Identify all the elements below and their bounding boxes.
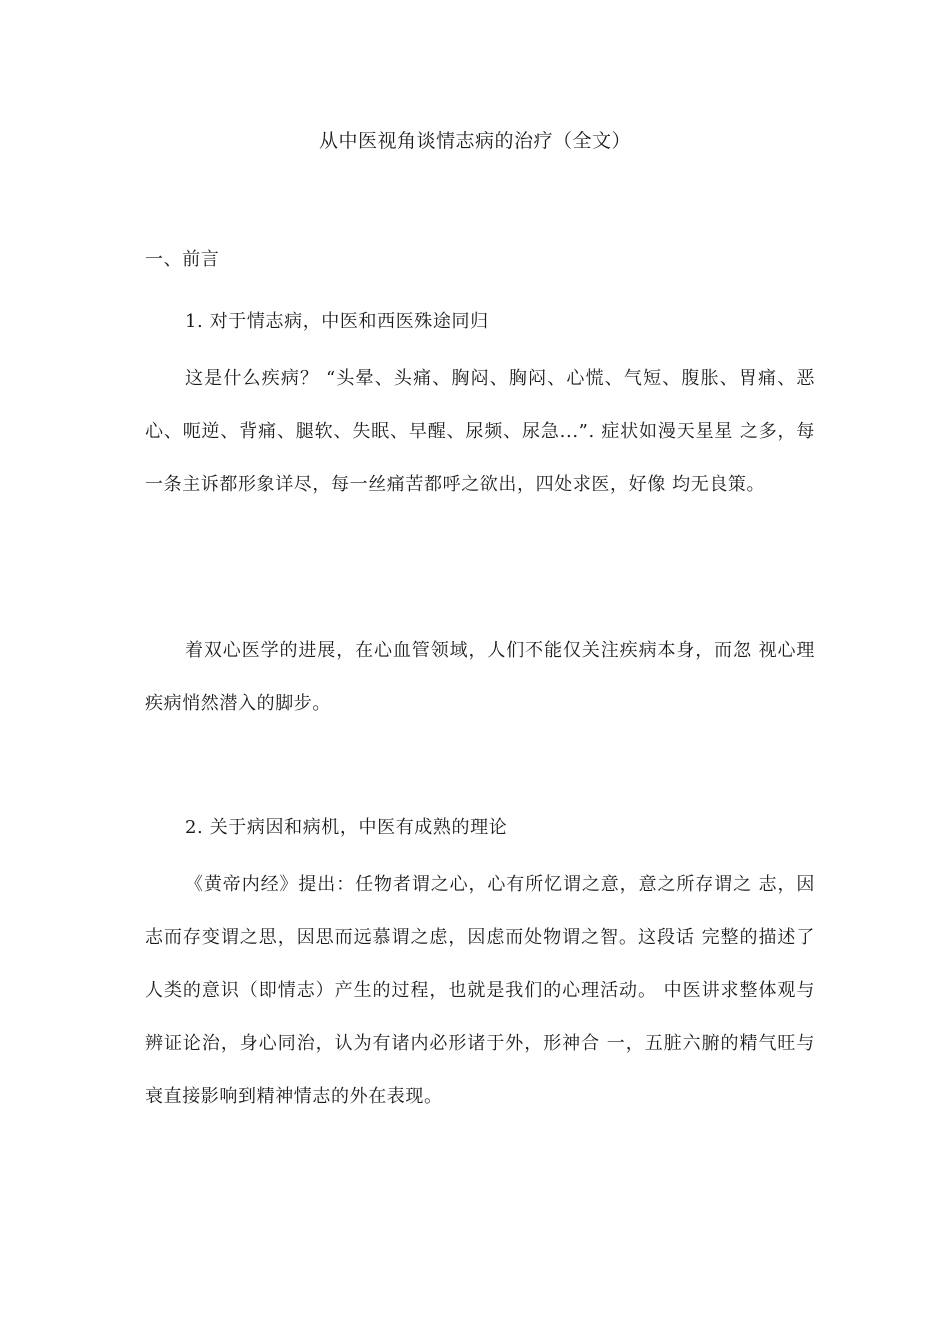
document-title: 从中医视角谈情志病的治疗（全文） bbox=[318, 130, 631, 152]
section-heading-preface: 一、前言 bbox=[145, 249, 220, 270]
subheading-2: 2. 关于病因和病机，中医有成熟的理论 bbox=[185, 817, 508, 838]
subheading-1: 1. 对于情志病，中医和西医殊途同归 bbox=[185, 311, 489, 332]
paragraph-huangdi-neijing: 《黄帝内经》提出：任物者谓之心，心有所忆谓之意，意之所存谓之 志，因志而存变谓之思，因思而远慕谓之虑，因虑而处物谓之智。这段话 完整的描述了人类的意识（即情志）产生的过程，也就是我们的心理活动。 中医讲求整体观与辨证论治，身心同治，认为有诸内必形诸于外，形神合 一，五脏六腑的精气旺与衰直接影响到精神情志的外在表现。 bbox=[145, 874, 815, 1107]
paragraph-symptoms: 这是什么疾病？ “头晕、头痛、胸闷、胸闷、心慌、气短、腹胀、胃痛、恶心、呃逆、背痛、腿软、失眠、早醒、尿频、尿急...”. 症状如漫天星星 之多，每一条主诉都形象详尽，每一丝痛苦都呼之欲出，四处求医，好像 均无良策。 bbox=[145, 368, 815, 495]
paragraph-double-heart-medicine: 着双心医学的进展，在心血管领域，人们不能仅关注疾病本身，而忽 视心理疾病悄然潜入的脚步。 bbox=[145, 640, 815, 714]
